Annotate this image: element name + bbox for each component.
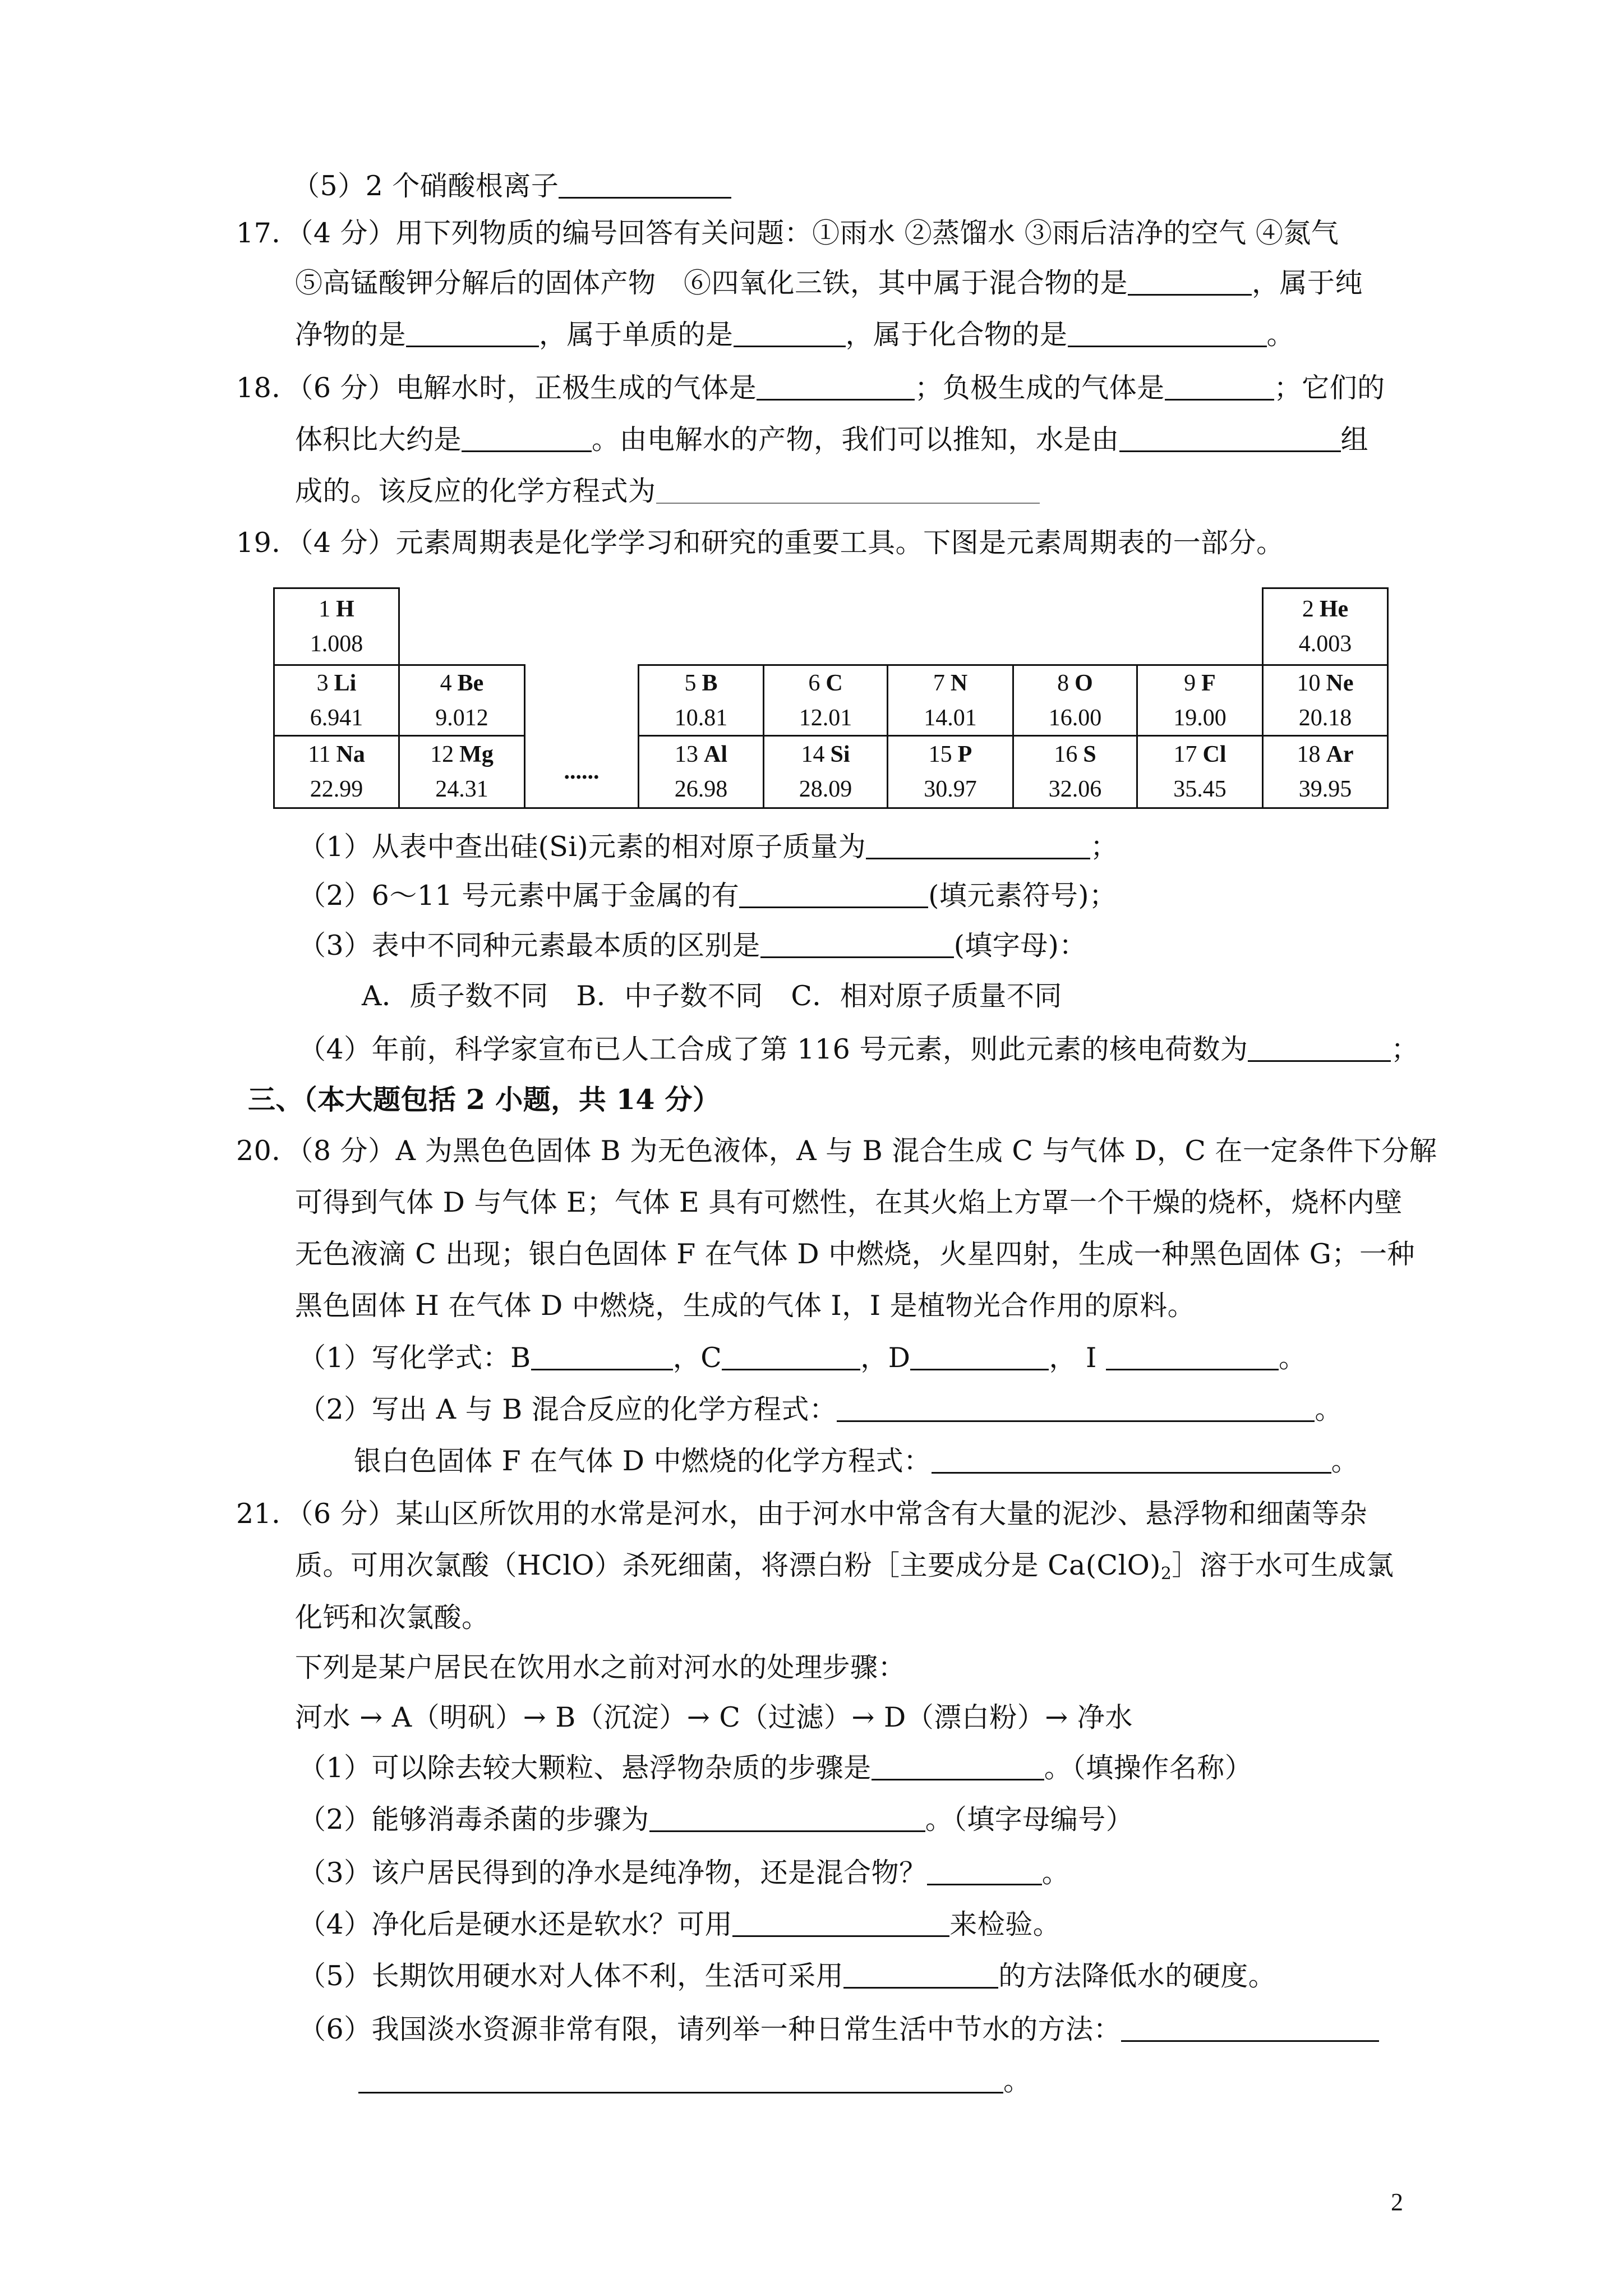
element-symbol: F bbox=[1201, 670, 1216, 696]
q17-text: 。 bbox=[1266, 319, 1295, 351]
q20-sub1-text: ，D bbox=[860, 1342, 911, 1374]
q19-sub2-text: （2）6～11 号元素中属于金属的有 bbox=[298, 880, 740, 912]
atomic-mass: 26.98 bbox=[674, 776, 728, 802]
atomic-mass: 39.95 bbox=[1298, 776, 1352, 802]
q20-sub2-text: 。 bbox=[1315, 1393, 1343, 1425]
atomic-number: 14 bbox=[801, 742, 825, 767]
element-symbol: O bbox=[1075, 670, 1093, 696]
q19-sub1-text: ； bbox=[1090, 831, 1118, 863]
atomic-mass: 16.00 bbox=[1048, 705, 1102, 731]
q21-text: 化钙和次氯酸。 bbox=[295, 1602, 490, 1634]
q21-text: ］溶于水可生成氯 bbox=[1172, 1549, 1394, 1581]
atomic-number: 13 bbox=[675, 742, 698, 767]
q17-text: ⑤高锰酸钾分解后的固体产物 ⑥四氧化三铁，其中属于混合物的是 bbox=[295, 267, 1128, 299]
element-cell-al bbox=[638, 735, 764, 809]
answer-blank bbox=[531, 1346, 673, 1370]
answer-blank bbox=[734, 323, 846, 347]
answer-blank bbox=[462, 428, 592, 452]
element-symbol: Cl bbox=[1202, 742, 1227, 767]
q17-text: ，属于纯 bbox=[1252, 267, 1363, 299]
element-cell-c bbox=[763, 664, 888, 737]
atomic-mass: 30.97 bbox=[924, 776, 977, 802]
answer-blank bbox=[1165, 376, 1274, 401]
element-symbol: He bbox=[1319, 596, 1349, 622]
element-symbol: N bbox=[950, 670, 968, 696]
atomic-number: 5 bbox=[684, 670, 697, 696]
element-cell-h bbox=[273, 587, 400, 666]
answer-blank bbox=[656, 480, 1040, 504]
q20-line3 bbox=[295, 1236, 1415, 1272]
q19-stem: 19．（4 分）元素周期表是化学学习和研究的重要工具。下图是元素周期表的一部分。 bbox=[236, 527, 1284, 559]
q21-flow-text: 河水 → A（明矾）→ B（沉淀）→ C（过滤）→ D（漂白粉）→ 净水 bbox=[295, 1701, 1133, 1733]
q17-text: 净物的是 bbox=[295, 319, 407, 351]
element-symbol: P bbox=[957, 742, 972, 767]
q21-sub1-text: （1）可以除去较大颗粒、悬浮物杂质的步骤是 bbox=[298, 1752, 872, 1784]
answer-blank bbox=[358, 2069, 1003, 2093]
q18-text: 。由电解水的产物，我们可以推知，水是由 bbox=[592, 424, 1119, 455]
element-cell-li bbox=[273, 664, 400, 737]
answer-blank bbox=[932, 1450, 1331, 1474]
q20-sub2-text: （2）写出 A 与 B 混合反应的化学方程式： bbox=[298, 1393, 837, 1425]
element-symbol: Si bbox=[830, 742, 850, 767]
q21-text: 质。可用次氯酸（HClO）杀死细菌，将漂白粉［主要成分是 Ca(ClO) bbox=[295, 1549, 1161, 1581]
atomic-mass: 6.941 bbox=[310, 705, 363, 731]
q17-text: ，属于化合物的是 bbox=[845, 319, 1068, 351]
q21-sub5 bbox=[298, 1958, 1276, 1994]
element-cell-na bbox=[273, 735, 400, 809]
element-symbol: Ne bbox=[1326, 670, 1354, 696]
element-cell-be bbox=[398, 664, 525, 737]
q20-sub1 bbox=[298, 1340, 1307, 1376]
q21-flow bbox=[295, 1700, 1133, 1736]
atomic-mass: 20.18 bbox=[1298, 705, 1352, 731]
atomic-number: 17 bbox=[1173, 742, 1197, 767]
q17-line2 bbox=[295, 265, 1363, 301]
q18-text: ；负极生成的气体是 bbox=[915, 372, 1165, 404]
element-cell-p bbox=[887, 735, 1014, 809]
q19-sub3-text: （3）表中不同种元素最本质的区别是 bbox=[298, 930, 760, 961]
atomic-number: 1 bbox=[319, 596, 331, 622]
q20-sub2b bbox=[354, 1443, 1359, 1479]
element-cell-n bbox=[887, 664, 1014, 737]
q21-line1 bbox=[236, 1496, 1367, 1532]
element-cell-ar bbox=[1262, 735, 1389, 809]
atomic-mass: 10.81 bbox=[674, 705, 728, 731]
q20-text: 可得到气体 D 与气体 E；气体 E 具有可燃性，在其火焰上方罩一个干燥的烧杯，烧杯内壁 bbox=[295, 1186, 1403, 1218]
element-cell-si bbox=[763, 735, 888, 809]
element-symbol: Li bbox=[334, 670, 357, 696]
section-3-title-text: 三、（本大题包括 2 小题，共 14 分） bbox=[248, 1083, 721, 1116]
atomic-number: 15 bbox=[928, 742, 952, 767]
q21-steps-intro-text: 下列是某户居民在饮用水之前对河水的处理步骤： bbox=[295, 1651, 906, 1683]
q21-sub1 bbox=[298, 1750, 1252, 1786]
element-cell-f bbox=[1136, 664, 1264, 737]
atomic-mass: 14.01 bbox=[924, 705, 977, 731]
q19-options bbox=[362, 978, 1062, 1014]
q19-sub3 bbox=[298, 928, 1087, 964]
q16-item5 bbox=[292, 168, 731, 204]
q19-sub4-text: ； bbox=[1391, 1033, 1419, 1065]
element-cell-mg bbox=[398, 735, 525, 809]
element-cell-ne bbox=[1262, 664, 1389, 737]
q18-stem: 18．（6 分）电解水时，正极生成的气体是 bbox=[236, 372, 757, 404]
answer-blank bbox=[406, 323, 539, 347]
atomic-mass: 22.99 bbox=[310, 776, 363, 802]
q20-stem: 20．（8 分）A 为黑色色固体 B 为无色液体，A 与 B 混合生成 C 与气体 D，C 在一定条件下分解 bbox=[236, 1135, 1437, 1167]
answer-blank bbox=[866, 835, 1090, 859]
q18-text: 体积比大约是 bbox=[295, 424, 462, 455]
q20-line4 bbox=[295, 1288, 1195, 1324]
q21-sub5-text: 的方法降低水的硬度。 bbox=[998, 1960, 1276, 1992]
q20-sub2 bbox=[298, 1392, 1343, 1428]
atomic-number: 3 bbox=[316, 670, 329, 696]
atomic-number: 16 bbox=[1054, 742, 1078, 767]
q20-line2 bbox=[295, 1185, 1403, 1221]
q21-sub6-continued bbox=[358, 2063, 1031, 2099]
element-cell-s bbox=[1012, 735, 1138, 809]
element-symbol: C bbox=[826, 670, 843, 696]
q19-sub2 bbox=[298, 878, 1117, 914]
q19-sub1 bbox=[298, 829, 1118, 865]
answer-blank bbox=[910, 1346, 1049, 1370]
q18-line3 bbox=[295, 473, 1040, 509]
q17-line1 bbox=[236, 215, 1339, 251]
q18-line2 bbox=[295, 422, 1368, 458]
q17-text: ，属于单质的是 bbox=[539, 319, 734, 351]
q20-sub1-text: （1）写化学式：B bbox=[298, 1342, 531, 1374]
q16-item5-text: （5）2 个硝酸根离子 bbox=[292, 170, 559, 202]
element-symbol: H bbox=[336, 596, 354, 622]
q20-text: 黑色固体 H 在气体 D 中燃烧，生成的气体 I，I 是植物光合作用的原料。 bbox=[295, 1290, 1196, 1322]
q18-text: ；它们的 bbox=[1274, 372, 1385, 404]
atomic-mass: 9.012 bbox=[435, 705, 488, 731]
answer-blank bbox=[649, 1808, 925, 1832]
atomic-mass: 32.06 bbox=[1048, 776, 1102, 802]
q21-sub2-text: 。（填字母编号） bbox=[925, 1803, 1134, 1835]
q21-sub3-text: （3）该户居民得到的净水是纯净物，还是混合物？ bbox=[298, 1857, 927, 1889]
q19-sub3-text: (填字母)： bbox=[953, 930, 1087, 961]
page-number: 2 bbox=[1391, 2188, 1403, 2216]
q20-line1 bbox=[236, 1133, 1437, 1169]
answer-blank bbox=[760, 934, 954, 958]
answer-blank bbox=[1121, 2018, 1379, 2042]
answer-blank bbox=[722, 1346, 860, 1370]
atomic-mass: 19.00 bbox=[1173, 705, 1227, 731]
q21-line3 bbox=[295, 1600, 490, 1636]
q21-sub1-text: 。（填操作名称） bbox=[1044, 1752, 1253, 1784]
atomic-number: 9 bbox=[1184, 670, 1196, 696]
answer-blank bbox=[1106, 1346, 1279, 1370]
q19-sub1-text: （1）从表中查出硅(Si)元素的相对原子质量为 bbox=[298, 831, 866, 863]
element-symbol: Be bbox=[457, 670, 484, 696]
answer-blank bbox=[1248, 1038, 1391, 1062]
element-symbol: Mg bbox=[459, 742, 494, 767]
element-cell-he bbox=[1262, 587, 1389, 666]
answer-blank bbox=[837, 1398, 1315, 1422]
atomic-mass: 4.003 bbox=[1298, 631, 1352, 657]
answer-blank bbox=[739, 884, 928, 908]
q19-intro bbox=[236, 525, 1284, 561]
atomic-number: 12 bbox=[430, 742, 454, 767]
answer-blank bbox=[927, 1861, 1042, 1885]
q19-sub4 bbox=[298, 1032, 1419, 1068]
q21-sub3 bbox=[298, 1855, 1069, 1891]
element-cell-o bbox=[1012, 664, 1138, 737]
q19-options-text: A．质子数不同 B．中子数不同 C．相对原子质量不同 bbox=[362, 980, 1062, 1012]
atomic-mass: 28.09 bbox=[799, 776, 852, 802]
atomic-number: 10 bbox=[1297, 670, 1321, 696]
q21-sub4-text: （4）净化后是硬水还是软水？可用 bbox=[298, 1908, 733, 1940]
answer-blank bbox=[843, 1964, 998, 1989]
element-symbol: B bbox=[702, 670, 718, 696]
q17-stem: 17．（4 分）用下列物质的编号回答有关问题：①雨水 ②蒸馏水 ③雨后洁净的空气 ④氮气 bbox=[236, 217, 1339, 249]
section-3-title bbox=[248, 1082, 721, 1117]
atomic-number: 2 bbox=[1302, 596, 1314, 622]
element-symbol: Ar bbox=[1326, 742, 1354, 767]
q21-steps-intro bbox=[295, 1650, 906, 1686]
q20-sub1-text: ， I bbox=[1049, 1342, 1106, 1374]
q20-text: 无色液滴 C 出现；银白色固体 F 在气体 D 中燃烧，火星四射，生成一种黑色固体 G；一种 bbox=[295, 1238, 1415, 1270]
atomic-number: 4 bbox=[440, 670, 452, 696]
q20-sub1-text: 。 bbox=[1279, 1342, 1307, 1374]
atomic-number: 11 bbox=[308, 742, 331, 767]
atomic-mass: 1.008 bbox=[310, 631, 363, 657]
q21-sub6b-text: 。 bbox=[1003, 2065, 1031, 2097]
answer-blank bbox=[1128, 272, 1252, 296]
table-ellipsis bbox=[524, 735, 639, 809]
element-cell-cl bbox=[1136, 735, 1264, 809]
q21-sub4 bbox=[298, 1907, 1061, 1943]
q18-text: 成的。该反应的化学方程式为 bbox=[295, 475, 656, 507]
element-symbol: S bbox=[1083, 742, 1096, 767]
atomic-number: 8 bbox=[1057, 670, 1069, 696]
element-symbol: Na bbox=[336, 742, 365, 767]
atomic-mass: 24.31 bbox=[435, 776, 488, 802]
subscript: 2 bbox=[1160, 1564, 1172, 1584]
answer-blank bbox=[559, 174, 731, 199]
q21-sub3-text: 。 bbox=[1041, 1857, 1070, 1889]
q20-sub2b-text: 银白色固体 F 在气体 D 中燃烧的化学方程式： bbox=[354, 1445, 932, 1477]
atomic-number: 18 bbox=[1297, 742, 1321, 767]
atomic-number: 6 bbox=[808, 670, 820, 696]
q21-sub6-text: （6）我国淡水资源非常有限，请列举一种日常生活中节水的方法： bbox=[298, 2013, 1122, 2045]
answer-blank bbox=[732, 1913, 949, 1937]
q21-sub4-text: 来检验。 bbox=[949, 1908, 1061, 1940]
q17-line3 bbox=[295, 317, 1294, 353]
element-symbol: Al bbox=[704, 742, 727, 767]
answer-blank bbox=[872, 1756, 1044, 1780]
atomic-mass: 12.01 bbox=[799, 705, 852, 731]
q21-sub5-text: （5）长期饮用硬水对人体不利，生活可采用 bbox=[298, 1960, 844, 1992]
element-cell-b bbox=[638, 664, 764, 737]
ellipsis-text: ...... bbox=[564, 758, 600, 784]
q18-text: 组 bbox=[1340, 424, 1369, 455]
q20-sub2b-text: 。 bbox=[1331, 1445, 1359, 1477]
q19-sub2-text: (填元素符号)； bbox=[928, 880, 1117, 912]
q21-line2 bbox=[295, 1548, 1394, 1584]
q21-sub2 bbox=[298, 1802, 1133, 1838]
q21-sub6 bbox=[298, 2012, 1379, 2047]
atomic-mass: 35.45 bbox=[1173, 776, 1227, 802]
q21-sub2-text: （2）能够消毒杀菌的步骤为 bbox=[298, 1803, 649, 1835]
atomic-number: 7 bbox=[933, 670, 945, 696]
answer-blank bbox=[1068, 323, 1267, 347]
q21-stem: 21．（6 分）某山区所饮用的水常是河水，由于河水中常含有大量的泥沙、悬浮物和细菌等杂 bbox=[236, 1498, 1368, 1530]
q20-sub1-text: ，C bbox=[672, 1342, 722, 1374]
answer-blank bbox=[757, 376, 915, 401]
q19-sub4-text: （4）年前，科学家宣布已人工合成了第 116 号元素，则此元素的核电荷数为 bbox=[298, 1033, 1248, 1065]
answer-blank bbox=[1119, 428, 1341, 452]
q18-line1 bbox=[236, 370, 1385, 406]
